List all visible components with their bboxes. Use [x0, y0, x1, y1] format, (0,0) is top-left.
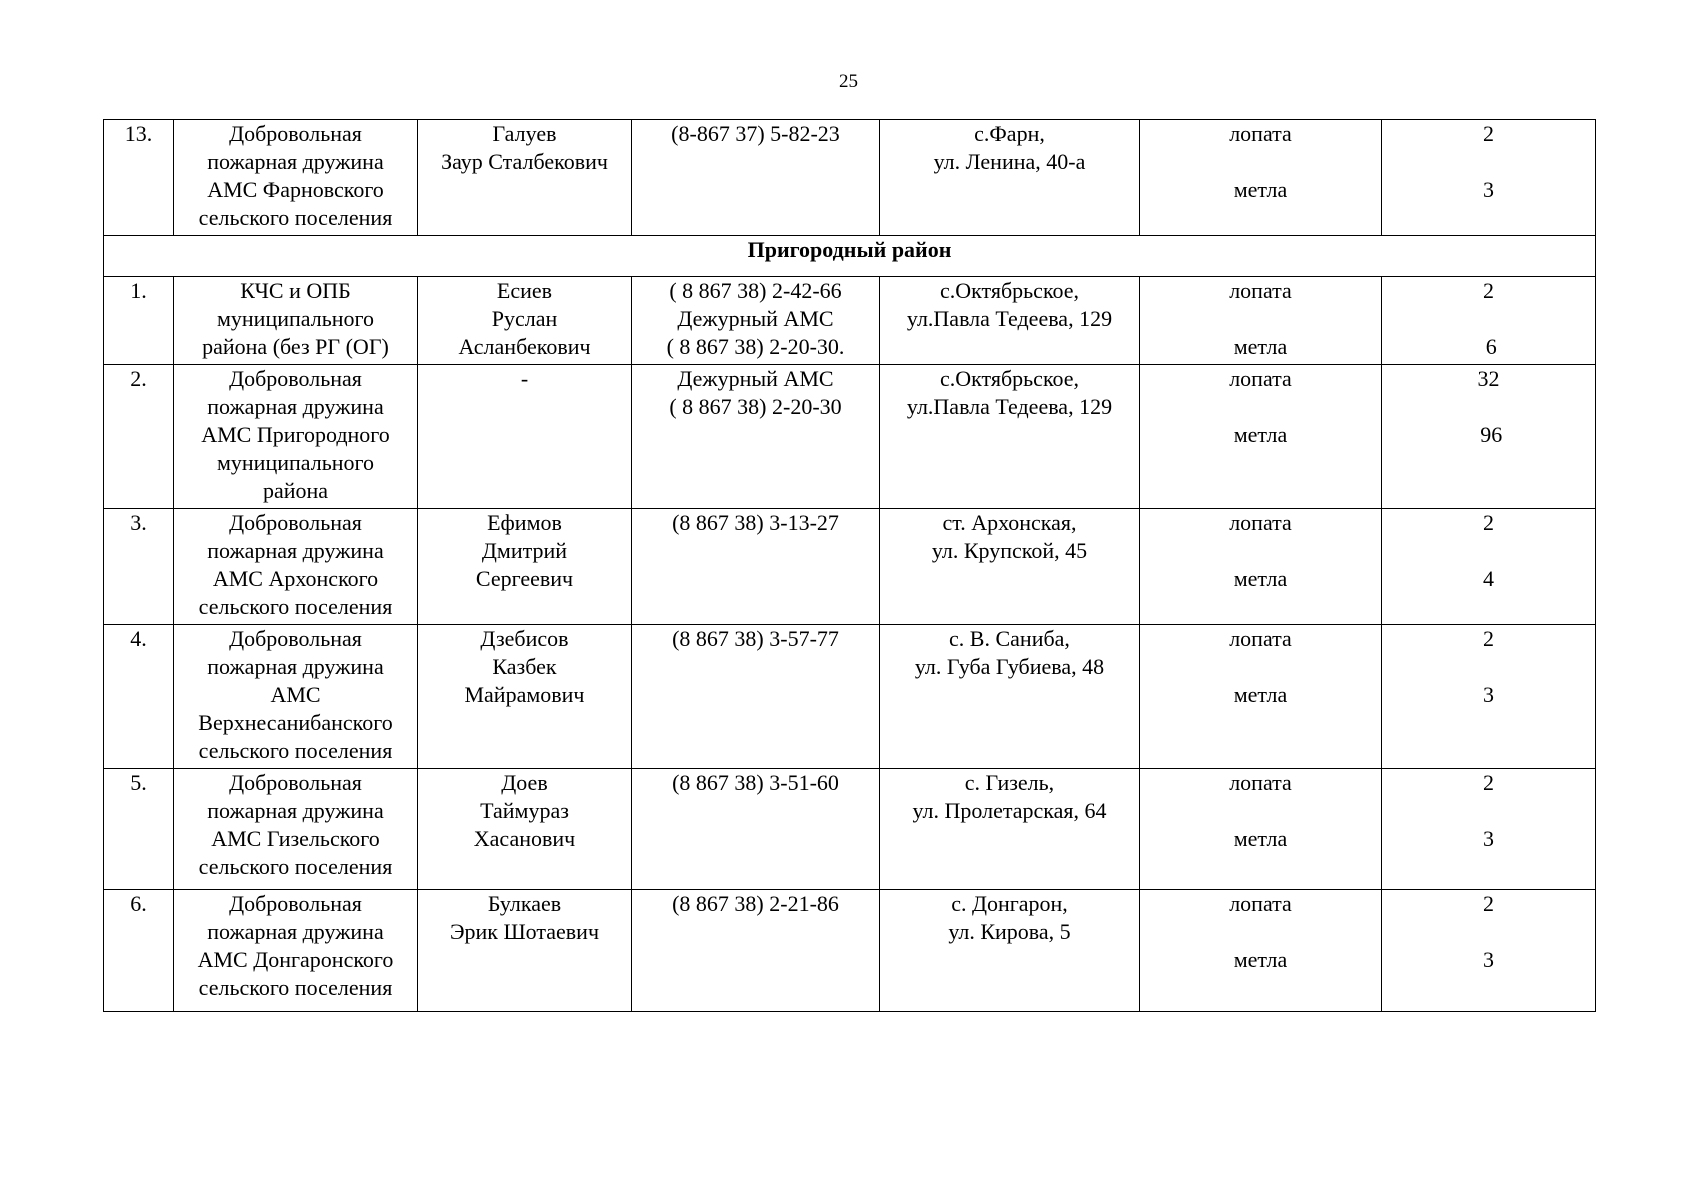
quantity-cell: [1382, 890, 1596, 1012]
quantity-value: 96: [1474, 422, 1503, 447]
contact-person-cell-line: Майрамович: [464, 682, 585, 707]
phone-cell-line: (8 867 38) 3-57-77: [672, 626, 839, 651]
table-row: [104, 120, 1596, 236]
contact-person-cell-line: Дзебисов: [480, 626, 569, 651]
contact-person-cell: [418, 890, 632, 1012]
phone-cell: [632, 277, 880, 365]
organization-cell-line: района: [262, 478, 329, 503]
equipment-item: лопата: [1229, 891, 1292, 916]
organization-cell: [174, 769, 418, 890]
contact-person-cell-line: Есиев: [496, 278, 553, 303]
organization-cell-line: Добровольная: [229, 891, 362, 916]
phone-cell: [632, 509, 880, 625]
phone-cell-line: ( 8 867 38) 2-20-30.: [666, 334, 845, 359]
quantity-value: 3: [1483, 682, 1494, 707]
equipment-cell: [1140, 625, 1382, 769]
equipment-item: метла: [1233, 566, 1288, 591]
address-cell: [880, 120, 1140, 236]
equipment-cell: [1140, 277, 1382, 365]
contact-person-cell-line: Заур Сталбекович: [441, 149, 608, 174]
contact-person-cell-line: Булкаев: [487, 891, 562, 916]
equipment-item: лопата: [1229, 770, 1292, 795]
organization-cell-line: Добровольная: [229, 770, 362, 795]
equipment-item: метла: [1233, 334, 1288, 359]
phone-cell-line: ( 8 867 38) 2-42-66: [669, 278, 842, 303]
equipment-item: метла: [1233, 682, 1288, 707]
quantity-value: 2: [1483, 121, 1494, 146]
row-number: 6.: [104, 890, 174, 1012]
address-cell-line: ул.Павла Тедеева, 129: [906, 306, 1113, 331]
contact-person-cell-line: Руслан: [491, 306, 558, 331]
address-cell-line: с.Октябрьское,: [939, 278, 1080, 303]
quantity-cell: [1382, 120, 1596, 236]
quantity-value: 2: [1483, 278, 1494, 303]
contact-person-cell-line: Хасанович: [473, 826, 576, 851]
section-title: Пригородный район: [104, 236, 1596, 277]
quantity-value: 6: [1480, 334, 1497, 359]
address-cell: [880, 769, 1140, 890]
organization-cell-line: пожарная дружина: [207, 394, 384, 419]
organization-cell-line: пожарная дружина: [207, 538, 384, 563]
address-cell-line: ул.Павла Тедеева, 129: [906, 394, 1113, 419]
phone-cell: [632, 120, 880, 236]
equipment-cell: [1140, 120, 1382, 236]
contact-person-cell-line: Таймураз: [480, 798, 569, 823]
address-cell-line: ул. Ленина, 40-а: [933, 149, 1086, 174]
contact-person-cell: [418, 277, 632, 365]
organization-cell: [174, 120, 418, 236]
phone-cell-line: Дежурный АМС: [677, 366, 834, 391]
organization-cell-line: АМС Фарновского: [207, 177, 384, 202]
organization-cell: [174, 277, 418, 365]
organization-cell-line: муниципального: [216, 450, 374, 475]
phone-cell-line: (8-867 37) 5-82-23: [671, 121, 840, 146]
address-cell-line: с. В. Саниба,: [949, 626, 1070, 651]
organization-cell-line: КЧС и ОПБ: [240, 278, 351, 303]
organization-cell-line: АМС Гизельского: [211, 826, 380, 851]
equipment-cell: [1140, 890, 1382, 1012]
section-row: [104, 236, 1596, 277]
equipment-cell: [1140, 365, 1382, 509]
address-cell-line: ул. Губа Губиева, 48: [914, 654, 1105, 679]
phone-cell-line: (8 867 38) 2-21-86: [672, 891, 839, 916]
organization-cell-line: района (без РГ (ОГ): [202, 334, 389, 359]
contact-person-cell: [418, 120, 632, 236]
contact-person-cell: [418, 769, 632, 890]
quantity-value: 2: [1483, 770, 1494, 795]
quantity-value: 4: [1483, 566, 1494, 591]
organization-cell-line: муниципального: [216, 306, 374, 331]
table-body: [104, 120, 1596, 1012]
organization-cell: [174, 625, 418, 769]
phone-cell-line: (8 867 38) 3-51-60: [672, 770, 839, 795]
contact-person-cell-line: Доев: [501, 770, 548, 795]
contact-person-cell: [418, 625, 632, 769]
row-number: 2.: [104, 365, 174, 509]
quantity-cell: [1382, 277, 1596, 365]
organization-cell-line: сельского поселения: [198, 594, 393, 619]
phone-cell: [632, 769, 880, 890]
address-cell-line: ул. Крупской, 45: [931, 538, 1088, 563]
organization-cell-line: Добровольная: [229, 510, 362, 535]
organization-cell-line: Добровольная: [229, 121, 362, 146]
quantity-cell: [1382, 625, 1596, 769]
organization-cell-line: сельского поселения: [198, 205, 393, 230]
address-cell-line: с.Фарн,: [974, 121, 1045, 146]
table-row: [104, 509, 1596, 625]
equipment-item: метла: [1233, 947, 1288, 972]
table-row: [104, 277, 1596, 365]
contact-person-cell-line: Ефимов: [487, 510, 562, 535]
address-cell: [880, 277, 1140, 365]
phone-cell: [632, 365, 880, 509]
contact-person-cell-line: Галуев: [492, 121, 557, 146]
address-cell: [880, 365, 1140, 509]
address-cell-line: с. Гизель,: [964, 770, 1055, 795]
phone-cell-line: (8 867 38) 3-13-27: [672, 510, 839, 535]
organization-cell-line: АМС Архонского: [212, 566, 379, 591]
table-row: [104, 625, 1596, 769]
phone-cell-line: Дежурный АМС: [677, 306, 834, 331]
equipment-item: лопата: [1229, 121, 1292, 146]
organization-cell-line: АМС Пригородного: [201, 422, 390, 447]
quantity-cell: [1382, 365, 1596, 509]
page-number: 25: [839, 71, 858, 92]
contact-person-cell-line: -: [520, 366, 529, 391]
equipment-cell: [1140, 769, 1382, 890]
equipment-item: лопата: [1229, 510, 1292, 535]
quantity-value: 2: [1483, 891, 1494, 916]
address-cell-line: с.Октябрьское,: [939, 366, 1080, 391]
organization-cell-line: АМС Донгаронского: [197, 947, 394, 972]
fire-brigades-table: [103, 119, 1596, 1012]
organization-cell: [174, 365, 418, 509]
address-cell: [880, 890, 1140, 1012]
quantity-value: 32: [1477, 366, 1500, 391]
row-number: 3.: [104, 509, 174, 625]
contact-person-cell-line: Эрик Шотаевич: [449, 919, 600, 944]
equipment-item: метла: [1233, 422, 1288, 447]
organization-cell-line: АМС: [270, 682, 321, 707]
address-cell-line: ул. Пролетарская, 64: [912, 798, 1107, 823]
quantity-cell: [1382, 769, 1596, 890]
row-number: 13.: [104, 120, 174, 236]
equipment-item: лопата: [1229, 278, 1292, 303]
organization-cell-line: пожарная дружина: [207, 149, 384, 174]
address-cell: [880, 625, 1140, 769]
organization-cell: [174, 890, 418, 1012]
address-cell-line: ул. Кирова, 5: [948, 919, 1071, 944]
organization-cell-line: сельского поселения: [198, 854, 393, 879]
organization-cell-line: пожарная дружина: [207, 654, 384, 679]
organization-cell: [174, 509, 418, 625]
table-row: [104, 890, 1596, 1012]
contact-person-cell: [418, 509, 632, 625]
equipment-item: метла: [1233, 177, 1288, 202]
address-cell-line: с. Донгарон,: [951, 891, 1068, 916]
equipment-item: лопата: [1229, 626, 1292, 651]
contact-person-cell-line: Казбек: [492, 654, 557, 679]
row-number: 4.: [104, 625, 174, 769]
table-row: [104, 365, 1596, 509]
organization-cell-line: Добровольная: [229, 366, 362, 391]
contact-person-cell-line: Дмитрий: [481, 538, 568, 563]
phone-cell: [632, 625, 880, 769]
equipment-item: лопата: [1229, 366, 1292, 391]
row-number: 5.: [104, 769, 174, 890]
quantity-value: 3: [1483, 947, 1494, 972]
address-cell: [880, 509, 1140, 625]
contact-person-cell: [418, 365, 632, 509]
phone-cell-line: ( 8 867 38) 2-20-30: [669, 394, 842, 419]
equipment-item: метла: [1233, 826, 1288, 851]
quantity-value: 3: [1483, 826, 1494, 851]
organization-cell-line: Добровольная: [229, 626, 362, 651]
organization-cell-line: Верхнесанибанского: [198, 710, 393, 735]
quantity-value: 2: [1483, 626, 1494, 651]
table-row: [104, 769, 1596, 890]
contact-person-cell-line: Сергеевич: [475, 566, 574, 591]
quantity-cell: [1382, 509, 1596, 625]
organization-cell-line: пожарная дружина: [207, 919, 384, 944]
organization-cell-line: сельского поселения: [198, 975, 393, 1000]
organization-cell-line: пожарная дружина: [207, 798, 384, 823]
phone-cell: [632, 890, 880, 1012]
address-cell-line: ст. Архонская,: [942, 510, 1077, 535]
contact-person-cell-line: Асланбекович: [458, 334, 591, 359]
quantity-value: 3: [1483, 177, 1494, 202]
quantity-value: 2: [1483, 510, 1494, 535]
equipment-cell: [1140, 509, 1382, 625]
organization-cell-line: сельского поселения: [198, 738, 393, 763]
row-number: 1.: [104, 277, 174, 365]
